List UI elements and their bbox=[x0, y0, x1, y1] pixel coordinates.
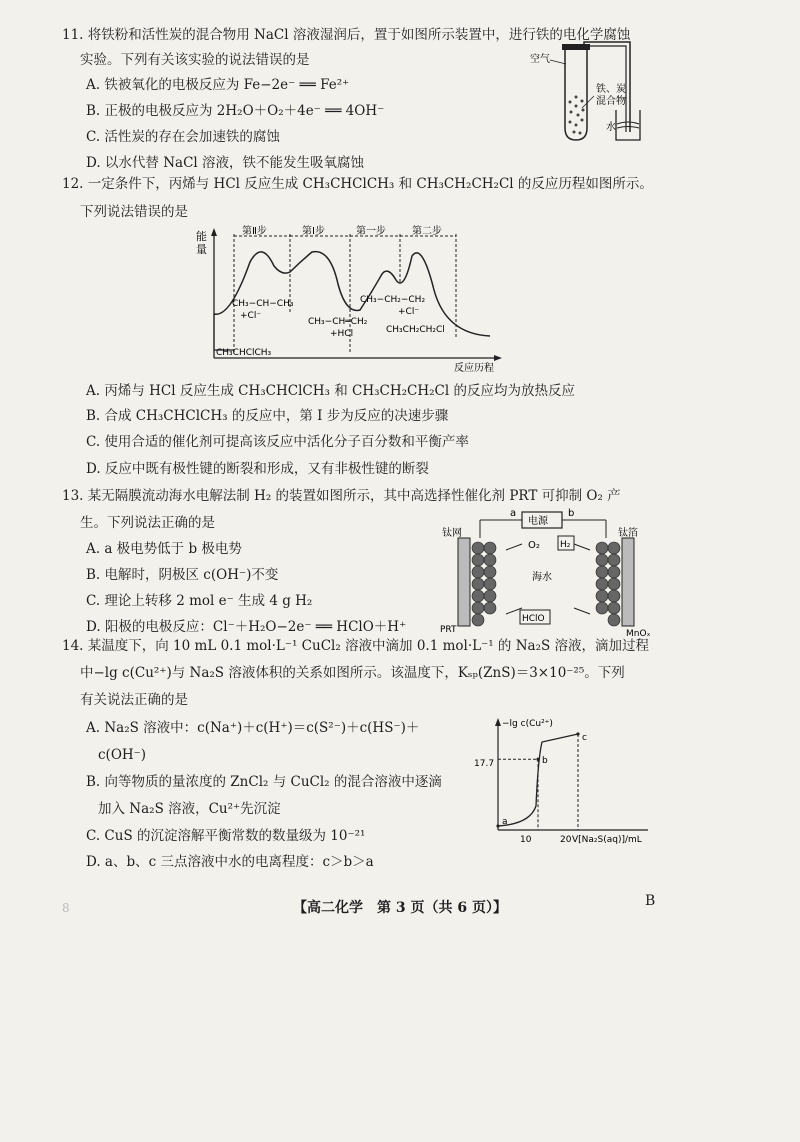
q13-stem-line1: 13. 某无隔膜流动海水电解法制 H₂ 的装置如图所示，其中高选择性催化剂 PRT 可抑制 O₂ 产 bbox=[62, 488, 621, 504]
q13-option-b: B. 电解时，阴极区 c(OH⁻)不变 bbox=[86, 567, 279, 583]
q12-fig-species-7: CH₃CH₂CH₂Cl bbox=[386, 325, 445, 335]
q12-option-b: B. 合成 CH₃CHClCH₃ 的反应中，第 Ⅰ 步为反应的决速步骤 bbox=[86, 408, 449, 424]
q12-fig-ylabel-2: 量 bbox=[196, 243, 207, 256]
q13-option-d: D. 阳极的电极反应：Cl⁻＋H₂O−2e⁻ ══ HClO＋H⁺ bbox=[86, 619, 407, 635]
q14-chart-label-b: b bbox=[542, 756, 548, 767]
q14-chart-label-c: c bbox=[582, 733, 587, 743]
q14-chart-ytick-17-7: 17.7 bbox=[474, 759, 495, 769]
q14-titration-chart bbox=[474, 716, 660, 845]
q13-fig-b: b bbox=[568, 508, 575, 519]
q14-option-b-cont: 加入 Na₂S 溶液，Cu²⁺先沉淀 bbox=[98, 801, 281, 817]
q14-option-d: D. a、b、c 三点溶液中水的电离程度：c＞b＞a bbox=[86, 854, 374, 870]
q12-fig-species-4: +HCl bbox=[330, 329, 354, 339]
q13-option-c: C. 理论上转移 2 mol e⁻ 生成 4 g H₂ bbox=[86, 593, 313, 609]
q14-chart-point-a bbox=[496, 824, 499, 827]
q14-stem-line2: 中−lg c(Cu²⁺)与 Na₂S 溶液体积的关系如图所示。该温度下，Kₛₚ(ZnS)＝3×10⁻²⁵。下列 bbox=[80, 665, 625, 681]
q12-fig-step-1a: 第Ⅰ步 bbox=[302, 226, 325, 237]
q11-option-a: A. 铁被氧化的电极反应为 Fe−2e⁻ ══ Fe²⁺ bbox=[86, 77, 350, 93]
q14-option-c: C. CuS 的沉淀溶解平衡常数的数量级为 10⁻²¹ bbox=[86, 828, 366, 844]
q13-electrolysis-device-figure bbox=[440, 504, 660, 639]
q12-option-c: C. 使用合适的催化剂可提高该反应中活化分子百分数和平衡产率 bbox=[86, 434, 469, 450]
q14-option-a-cont: c(OH⁻) bbox=[98, 747, 147, 763]
q13-fig-mnox: MnOₓ bbox=[626, 629, 651, 639]
q13-stem-line2: 生。下列说法正确的是 bbox=[80, 515, 215, 531]
q11-option-d: D. 以水代替 NaCl 溶液，铁不能发生吸氧腐蚀 bbox=[86, 155, 365, 171]
q12-fig-species-6: +Cl⁻ bbox=[398, 307, 420, 317]
q13-fig-o2: O₂ bbox=[528, 540, 540, 551]
q12-fig-step-2a: 第Ⅱ步 bbox=[242, 226, 267, 237]
q13-fig-ti-foil: 钛箔 bbox=[618, 528, 638, 539]
q13-option-a: A. a 极电势低于 b 极电势 bbox=[86, 541, 242, 557]
q12-fig-species-2: +Cl⁻ bbox=[240, 311, 262, 321]
q14-option-b: B. 向等物质的量浓度的 ZnCl₂ 与 CuCl₂ 的混合溶液中逐滴 bbox=[86, 774, 442, 790]
q11-option-b: B. 正极的电极反应为 2H₂O＋O₂＋4e⁻ ══ 4OH⁻ bbox=[86, 103, 385, 119]
page-footer: 【高二化学 第 3 页（共 6 页）】 bbox=[293, 900, 507, 916]
q14-chart-point-c bbox=[576, 732, 579, 735]
q13-fig-hclo: HClO bbox=[522, 614, 545, 624]
q13-fig-ti-mesh: 钛网 bbox=[442, 528, 462, 539]
q14-stem-line3: 有关说法正确的是 bbox=[80, 692, 188, 708]
q11-stem-line2: 实验。下列有关该实验的说法错误的是 bbox=[80, 52, 310, 68]
q14-chart-ylabel: −lg c(Cu²⁺) bbox=[502, 719, 553, 729]
q14-chart-point-b bbox=[536, 758, 539, 761]
q14-chart-xtick-10: 10 bbox=[520, 835, 532, 845]
q14-chart-xlabel: V[Na₂S(aq)]/mL bbox=[572, 835, 642, 845]
q12-stem-line1: 12. 一定条件下，丙烯与 HCl 反应生成 CH₃CHClCH₃ 和 CH₃CH₂CH₂Cl 的反应历程如图所示。 bbox=[62, 176, 653, 192]
bleed-through-text bbox=[365, 120, 377, 137]
q14-option-a: A. Na₂S 溶液中：c(Na⁺)＋c(H⁺)＝c(S²⁻)＋c(HS⁻)＋ bbox=[86, 720, 420, 736]
exam-version-mark: B bbox=[645, 893, 656, 909]
q12-option-d: D. 反应中既有极性键的断裂和形成，又有非极性键的断裂 bbox=[86, 461, 429, 477]
q12-fig-species-5: CH₃−CH₂−CH₂ bbox=[360, 295, 426, 305]
q11-fig-label-mix2: 混合物 bbox=[596, 96, 626, 107]
q11-stem-line1: 11. 将铁粉和活性炭的混合物用 NaCl 溶液湿润后，置于如图所示装置中，进行铁的电化学腐蚀 bbox=[62, 27, 631, 43]
q12-energy-profile-diagram bbox=[190, 222, 510, 372]
q12-option-a: A. 丙烯与 HCl 反应生成 CH₃CHClCH₃ 和 CH₃CH₂CH₂Cl 的反应均为放热反应 bbox=[86, 383, 575, 399]
q12-fig-ylabel-1: 能 bbox=[196, 230, 207, 243]
q13-fig-power: 电源 bbox=[528, 516, 548, 527]
q14-chart-label-a: a bbox=[502, 817, 508, 827]
q13-fig-prt: PRT bbox=[440, 625, 457, 635]
q11-corrosion-apparatus-figure bbox=[520, 40, 660, 150]
q13-fig-h2: H₂ bbox=[560, 540, 571, 550]
left-edge-mark: 8 bbox=[62, 901, 70, 915]
q14-chart-xtick-20: 20 bbox=[560, 835, 572, 845]
q12-fig-species-3: CH₃−CH═CH₂ bbox=[308, 317, 368, 327]
q11-fig-label-mix1: 铁、炭 bbox=[596, 84, 626, 95]
q11-fig-label-water: 水 bbox=[606, 122, 616, 133]
q13-fig-seawater: 海水 bbox=[532, 572, 552, 583]
q12-fig-step-second: 第二步 bbox=[412, 226, 442, 237]
q12-fig-species-1: CH₃−CH−CH₃ bbox=[232, 299, 294, 309]
q12-fig-species-8: CH₃CHClCH₃ bbox=[216, 348, 272, 358]
q11-fig-label-air: 空气 bbox=[530, 54, 550, 65]
q14-stem-line1: 14. 某温度下，向 10 mL 0.1 mol·L⁻¹ CuCl₂ 溶液中滴加 0.1 mol·L⁻¹ 的 Na₂S 溶液，滴加过程 bbox=[62, 638, 650, 654]
q12-stem-line2: 下列说法错误的是 bbox=[80, 204, 188, 220]
q13-fig-a: a bbox=[510, 508, 517, 519]
q11-option-c: C. 活性炭的存在会加速铁的腐蚀 bbox=[86, 129, 280, 145]
q12-fig-xlabel: 反应历程 bbox=[454, 363, 494, 374]
q12-fig-step-first: 第一步 bbox=[356, 226, 386, 237]
